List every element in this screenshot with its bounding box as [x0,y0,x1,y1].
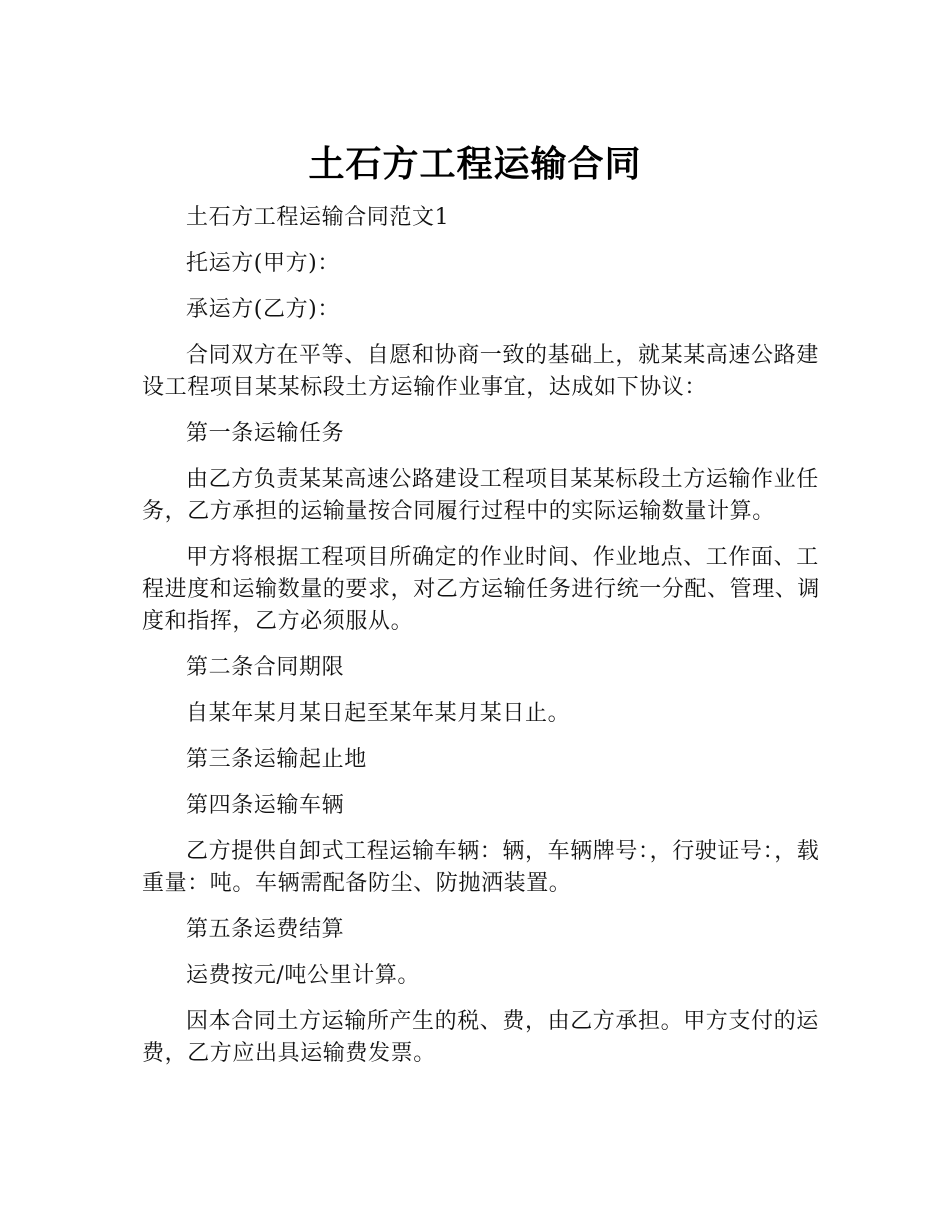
article-4-text: 乙方提供自卸式工程运输车辆：辆，车辆牌号：，行驶证号：，载重量：吨。车辆需配备防尘、防抛洒装置。 [142,839,820,896]
document-body [142,202,826,1084]
article-5-heading: 第五条运费结算 [186,917,345,942]
article-4-heading: 第四条运输车辆 [186,793,345,818]
article-1-text-1: 由乙方负责某某高速公路建设工程项目某某标段土方运输作业任务，乙方承担的运输量按合同履行过程中的实际运输数量计算。 [142,467,819,524]
document-title: 土石方工程运输合同 [308,144,642,186]
article-1-heading: 第一条运输任务 [186,421,345,446]
article-3-heading: 第三条运输起止地 [186,747,367,772]
article-1-text-2: 甲方将根据工程项目所确定的作业时间、作业地点、工作面、工程进度和运输数量的要求，对乙方运输任务进行统一分配、管理、调度和指挥，乙方必须服从。 [142,545,821,634]
article-5-text-2: 因本合同土方运输所产生的税、费，由乙方承担。甲方支付的运费，乙方应出具运输费发票。 [142,1009,819,1066]
paragraph-party-b: 承运方(乙方)： [186,297,340,322]
article-2-text: 自某年某月某日起至某年某月某日止。 [186,701,571,726]
article-5-text-1: 运费按元/吨公里计算。 [186,963,421,988]
article-2-heading: 第二条合同期限 [186,655,345,680]
paragraph-party-a: 托运方(甲方)： [186,251,340,276]
paragraph-heading-sample: 土石方工程运输合同范文1 [186,205,450,230]
paragraph-preamble: 合同双方在平等、自愿和协商一致的基础上，就某某高速公路建设工程项目某某标段土方运输作业事宜，达成如下协议： [142,343,819,400]
